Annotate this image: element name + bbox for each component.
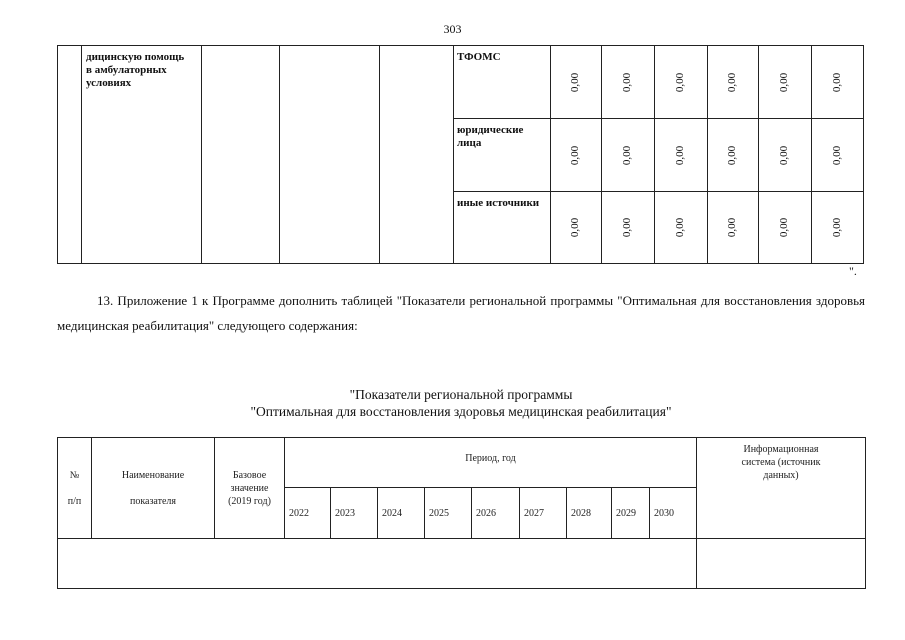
year-cell: 2025	[425, 488, 472, 539]
source-label: лица	[457, 137, 482, 149]
value-cell: 0,00	[551, 192, 602, 264]
name-line: в амбулаторных	[86, 64, 167, 76]
table-title-line: "Показатели региональной программы	[349, 387, 573, 402]
empty-body-cell	[58, 539, 697, 589]
header-row	[58, 438, 866, 488]
year-cell: 2022	[285, 488, 331, 539]
name-line: дицинскую помощь	[86, 51, 185, 63]
value-cell: 0,00	[759, 46, 812, 119]
table-row	[58, 46, 864, 119]
header-period: Период, год	[285, 438, 697, 488]
amendment-paragraph: 13. Приложение 1 к Программе дополнить таблицей "Показатели региональной программы "Оптимальная для восстановления здоровья медицинская реабилитация" следующего содержания:	[57, 293, 865, 333]
source-label: иные источники	[457, 197, 540, 209]
year-cell: 2030	[650, 488, 697, 539]
table-title	[57, 386, 865, 420]
empty-body-cell	[697, 539, 866, 589]
source-cell	[454, 192, 551, 264]
source-label: юридические	[457, 124, 524, 136]
source-cell	[454, 119, 551, 192]
header-name: Наименование показателя	[92, 438, 215, 539]
number-cell	[58, 46, 82, 264]
empty-cell	[380, 46, 454, 264]
value-cell: 0,00	[812, 192, 864, 264]
empty-cell	[280, 46, 380, 264]
year-cell: 2023	[331, 488, 378, 539]
header-base-value: Базовое значение (2019 год)	[215, 438, 285, 539]
year-cell: 2029	[612, 488, 650, 539]
value-cell: 0,00	[602, 119, 655, 192]
value-cell: 0,00	[708, 119, 759, 192]
year-cell: 2028	[567, 488, 612, 539]
value-cell: 0,00	[812, 46, 864, 119]
table-row	[58, 539, 866, 589]
value-cell: 0,00	[655, 192, 708, 264]
empty-cell	[202, 46, 280, 264]
value-cell: 0,00	[602, 192, 655, 264]
closing-quote: ".	[849, 264, 857, 278]
value-cell: 0,00	[602, 46, 655, 119]
source-label: ТФОМС	[457, 51, 501, 63]
source-cell	[454, 46, 551, 119]
header-info-system: Информационная система (источник данных)	[697, 438, 866, 539]
value-cell: 0,00	[759, 119, 812, 192]
value-cell: 0,00	[759, 192, 812, 264]
year-cell: 2024	[378, 488, 425, 539]
value-cell: 0,00	[551, 119, 602, 192]
year-cell: 2026	[472, 488, 520, 539]
table-title-line: "Оптимальная для восстановления здоровья медицинская реабилитация"	[250, 404, 672, 419]
page-number: 303	[443, 22, 462, 36]
value-cell: 0,00	[655, 46, 708, 119]
indicators-table	[57, 437, 866, 589]
header-number: № п/п	[58, 438, 92, 539]
value-cell: 0,00	[708, 46, 759, 119]
value-cell: 0,00	[708, 192, 759, 264]
financing-table	[57, 45, 864, 264]
value-cell: 0,00	[551, 46, 602, 119]
year-cell: 2027	[520, 488, 567, 539]
measure-name-cell	[82, 46, 202, 264]
name-line: условиях	[86, 77, 132, 89]
value-cell: 0,00	[655, 119, 708, 192]
value-cell: 0,00	[812, 119, 864, 192]
